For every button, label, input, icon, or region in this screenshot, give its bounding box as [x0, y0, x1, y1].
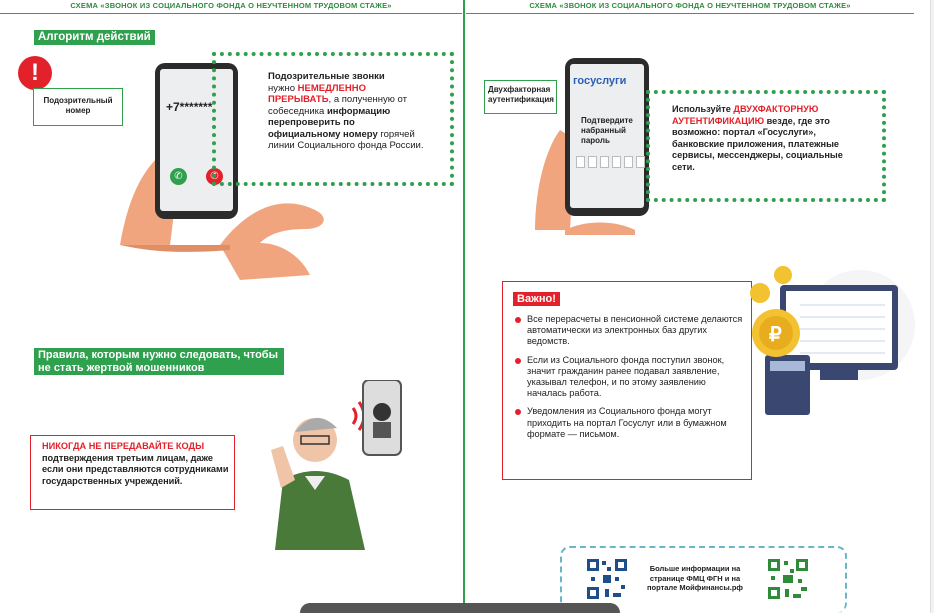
- man-on-phone-illustration: [265, 380, 425, 550]
- svg-text:₽: ₽: [769, 324, 782, 346]
- qr-code-right-icon[interactable]: [766, 557, 810, 601]
- bullet-item: Уведомления из Социального фонда могут приходить на портал Госуслуг или в бумажном формате — письмом.: [513, 406, 743, 440]
- step-text-red: НЕМЕДЛЕННО ПРЕРЫВАТЬ: [268, 82, 366, 105]
- viewer-toolbar-pill[interactable]: [300, 603, 620, 613]
- twofa-label: Двухфакторная аутентификация: [484, 80, 557, 114]
- rule-text-red: НИКОГДА НЕ ПЕРЕДАВАЙТЕ КОДЫ: [42, 441, 205, 451]
- password-input-boxes[interactable]: [576, 156, 645, 168]
- step-text-bold: информацию перепроверить по официальному номеру: [268, 105, 391, 140]
- step-text-part4: горячей линии Социального фонда России.: [268, 128, 424, 151]
- suspicious-number-label: Подозрительный номер: [33, 88, 123, 126]
- gosuslugi-logo: [573, 75, 626, 87]
- algorithm-tag: Алгоритм действий: [34, 30, 155, 45]
- important-bullets: [513, 314, 743, 447]
- rule-text-rest: подтверждения третьим лицам, даже если они представляются сотрудниками государственных учреждений.: [42, 452, 229, 486]
- more-info-text: Больше информации на странице ФМЦ ФГН и на портале Мойфинансы.рф: [646, 564, 743, 592]
- gosuslugi-logo-text: госуслуги: [573, 75, 627, 87]
- left-header: СХЕМА «ЗВОНОК ИЗ СОЦИАЛЬНОГО ФОНДА О НЕУЧТЕННОМ ТРУДОВОМ СТАЖЕ»: [0, 0, 462, 14]
- tip-text-part1: Используйте: [672, 104, 731, 114]
- rule-warning-text: [42, 441, 232, 487]
- step-text-part1: Подозрительные звонки: [268, 71, 385, 82]
- decline-call-icon[interactable]: ✆: [206, 168, 223, 185]
- coins-monitor-illustration: [740, 255, 915, 425]
- panel-divider: [463, 0, 465, 613]
- alert-icon: !: [18, 56, 52, 90]
- answer-call-icon[interactable]: ✆: [170, 168, 187, 185]
- tip-text-part2: везде, где это возможно: портал «Госуслуги», банковские приложения, платежные сервисы, мессенджеры, социальные сети.: [672, 115, 843, 172]
- phone-number-text: +7*******: [166, 100, 213, 114]
- step-text-part2: нужно: [268, 82, 295, 94]
- step-instruction-text: [268, 71, 428, 152]
- important-tag: Важно!: [513, 292, 560, 306]
- tip-text: [672, 104, 862, 173]
- rules-tag: Правила, которым нужно следовать, чтобы не стать жертвой мошенников: [34, 348, 284, 375]
- right-header: СХЕМА «ЗВОНОК ИЗ СОЦИАЛЬНОГО ФОНДА О НЕУЧТЕННОМ ТРУДОВОМ СТАЖЕ»: [466, 0, 914, 14]
- tip-text-red: ДВУХФАКТОРНУЮ АУТЕНТИФИКАЦИЮ: [672, 104, 819, 126]
- window-right-edge: [930, 0, 934, 613]
- confirm-password-text: Подтвердите набранный пароль: [581, 116, 633, 145]
- qr-code-left-icon[interactable]: [585, 557, 629, 601]
- step-text-part3: , а полученную от собеседника: [268, 94, 407, 117]
- bullet-item: Все перерасчеты в пенсионной системе делаются автоматически из электронных баз других ведомств.: [513, 314, 743, 348]
- bullet-item: Если из Социального фонда поступил звонок, значит гражданин ранее подавал заявление, указывал телефон, и по этому заявлению началась работа.: [513, 355, 743, 400]
